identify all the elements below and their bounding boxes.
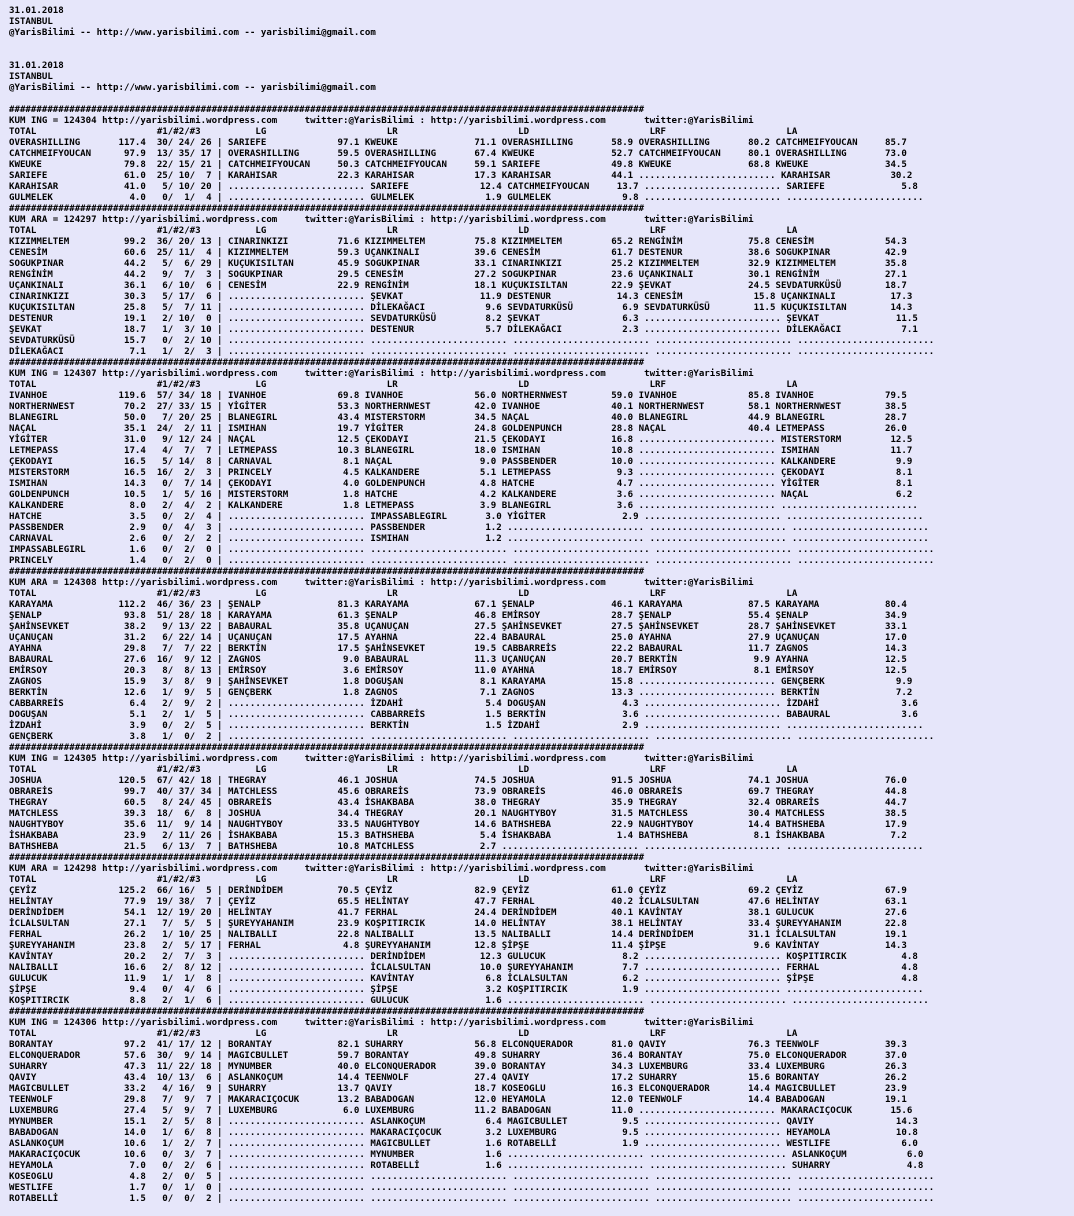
text-line: ŞİPŞE 9.4 0/ 4/ 6 | ......................... ŞİPŞE 3.2 KOŞPITIRCIK 1.9 ......................... ......................... [9,985,924,995]
text-line: DESTENUR 19.1 2/ 10/ 0 | ......................... SEVDATURKÜSÜ 8.2 ŞEVKAT 6.3 ......................... ŞEVKAT 11.5 [9,314,918,324]
text-line: İSHAKBABA 23.9 2/ 11/ 26 | İSHAKBABA 15.3 BATHSHEBA 5.4 İSHAKBABA 1.4 BATHSHEBA 8.1 İSHAKBABA 7.2 [9,831,907,841]
text-line: KOŞPITIRCIK 8.8 2/ 1/ 6 | ......................... GULUCUK 1.6 ......................... ......................... ......................... [9,996,929,1006]
race-header-line: KUM ING = 124307 http://yarisbilimi.wordpress.com twitter:@YarisBilimi : http://yarisbilimi.wordpress.com twitter:@YarisBilimi [9,369,754,379]
separator-line: #################################################################################################################### [9,105,645,115]
text-line: KAVİNTAY 20.2 2/ 7/ 3 | ......................... DERİNDİDEM 12.3 GULUCUK 8.2 ......................... KOŞPITIRCIK 4.8 [9,952,918,962]
text-line: MAKARACIÇOCUK 10.6 0/ 3/ 7 | ......................... MYNUMBER 1.6 ......................... ......................... ASLANKOÇUM 6.0 [9,1150,924,1160]
text-line: SARIEFE 61.0 25/ 10/ 7 | KARAHISAR 22.3 KARAHISAR 17.3 KARAHISAR 44.1 ......................... KARAHISAR 30.2 [9,171,913,181]
text-line: GULMELEK 4.0 0/ 1/ 4 | ......................... GULMELEK 1.9 GULMELEK 9.8 ......................... ......................... [9,193,924,203]
text-line: DİLEKAĞACI 7.1 1/ 2/ 3 | ......................... ......................... ......................... ......................... ......................... [9,347,935,357]
text-line: OVERASHILLING 117.4 30/ 24/ 26 | SARIEFE 97.1 KWEUKE 71.1 OVERASHILLING 58.9 OVERASHILLING 80.2 CATCHMEIFYOUCAN 85.7 [9,138,907,148]
text-line: IVANHOE 119.6 57/ 34/ 18 | IVANHOE 69.8 IVANHOE 56.0 NORTHERNWEST 59.0 IVANHOE 85.8 IVANHOE 79.5 [9,391,907,401]
blank-line [9,50,1074,61]
column-header-line: TOTAL #1/#2/#3 LG LR LD LRF LA [9,589,798,599]
text-line: THEGRAY 60.5 8/ 24/ 45 | OBRAREİS 43.4 İSHAKBABA 38.0 THEGRAY 35.9 THEGRAY 32.4 OBRAREİS 44.7 [9,798,907,808]
separator-line: #################################################################################################################### [9,358,645,368]
column-header-line: TOTAL #1/#2/#3 LG LR LD LRF LA [9,226,798,236]
text-line: LUXEMBURG 27.4 5/ 9/ 7 | LUXEMBURG 6.0 LUXEMBURG 11.2 BABADOGAN 11.0 ......................... MAKARACIÇOCUK 15.6 [9,1106,913,1116]
text-line: MYNUMBER 15.1 2/ 5/ 8 | ......................... ASLANKOÇUM 6.4 MAGICBULLET 9.5 ......................... QAVIY 14.3 [9,1117,918,1127]
text-line: GULUCUK 11.9 1/ 1/ 8 | ......................... KAVİNTAY 6.8 İCLALSULTAN 6.2 ......................... ŞİPŞE 4.8 [9,974,918,984]
text-line: SEVDATURKÜSÜ 15.7 0/ 2/ 10 | ......................... ......................... ......................... ......................... ......................... [9,336,935,346]
race-header-line: KUM ING = 124306 http://yarisbilimi.wordpress.com twitter:@YarisBilimi : http://yarisbilimi.wordpress.com twitter:@YarisBilimi [9,1018,754,1028]
text-line: İZDAHİ 3.9 0/ 2/ 5 | ......................... BERKTİN 1.5 İZDAHİ 2.9 ......................... ......................... [9,721,924,731]
text-line: CINARINKIZI 30.3 5/ 17/ 6 | ......................... ŞEVKAT 11.9 DESTENUR 14.3 CENESİM 15.8 UÇANKINALI 17.3 [9,292,913,302]
text-line: ROTABELLİ 1.5 0/ 0/ 2 | ......................... ......................... ......................... ......................... ......................... [9,1194,935,1204]
text-line: @YarisBilimi -- http://www.yarisbilimi.com -- yarisbilimi@gmail.com [9,83,376,93]
column-header-line: TOTAL #1/#2/#3 LG LR LD LRF LA [9,380,798,390]
text-line: ÇEYİZ 125.2 66/ 16/ 5 | DERİNDİDEM 70.5 ÇEYİZ 82.9 ÇEYİZ 61.0 ÇEYİZ 69.2 ÇEYİZ 67.9 [9,886,907,896]
text-line: GENÇBERK 3.8 1/ 0/ 2 | ......................... ......................... ......................... ......................... ......................... [9,732,935,742]
separator-line: #################################################################################################################### [9,1007,645,1017]
text-line: IMPASSABLEGIRL 1.6 0/ 2/ 0 | ......................... ......................... ......................... ......................... ......................... [9,545,935,555]
text-line: ELCONQUERADOR 57.6 30/ 9/ 14 | MAGICBULLET 59.7 BORANTAY 49.8 SUHARRY 36.4 BORANTAY 75.0 ELCONQUERADOR 37.0 [9,1051,907,1061]
text-line: ŞAHİNSEVKET 38.2 9/ 13/ 22 | BABAURAL 35.8 UÇANUÇAN 27.5 ŞAHİNSEVKET 27.5 ŞAHİNSEVKET 28.7 ŞAHİNSEVKET 33.1 [9,622,907,632]
text-line: MATCHLESS 39.3 18/ 6/ 8 | JOSHUA 34.4 THEGRAY 20.1 NAUGHTYBOY 31.5 MATCHLESS 30.4 MATCHLESS 38.5 [9,809,907,819]
text-line: CATCHMEIFYOUCAN 97.9 13/ 35/ 17 | OVERASHILLING 59.5 OVERASHILLING 67.4 KWEUKE 52.7 CATCHMEIFYOUCAN 80.1 OVERASHILLING 73.0 [9,149,907,159]
text-line: SUHARRY 47.3 11/ 22/ 18 | MYNUMBER 40.0 ELCONQUERADOR 39.0 BORANTAY 34.3 LUXEMBURG 33.4 LUXEMBURG 26.3 [9,1062,907,1072]
separator-line: #################################################################################################################### [9,853,645,863]
text-line: KARAYAMA 112.2 46/ 36/ 23 | ŞENALP 81.3 KARAYAMA 67.1 ŞENALP 46.1 KARAYAMA 87.5 KARAYAMA 80.4 [9,600,907,610]
text-line: NAUGHTYBOY 35.6 11/ 9/ 14 | NAUGHTYBOY 33.5 NAUGHTYBOY 14.6 BATHSHEBA 22.9 NAUGHTYBOY 14.4 BATHSHEBA 17.9 [9,820,907,830]
text-line: 31.01.2018 [9,61,64,71]
text-line: PASSBENDER 2.9 0/ 4/ 3 | ......................... PASSBENDER 1.2 ......................... ......................... ......................... [9,523,929,533]
text-line: BABADOGAN 14.0 1/ 6/ 8 | ......................... MAKARACIÇOCUK 3.2 LUXEMBURG 9.5 ......................... HEYAMOLA 10.8 [9,1128,918,1138]
text-line: JOSHUA 120.5 67/ 42/ 18 | THEGRAY 46.1 JOSHUA 74.5 JOSHUA 91.5 JOSHUA 74.1 JOSHUA 76.0 [9,776,907,786]
text-line: BABAURAL 27.6 16/ 9/ 12 | ZAGNOS 9.0 BABAURAL 11.3 UÇANUÇAN 20.7 BERKTİN 9.9 AYAHNA 12.5 [9,655,907,665]
text-line: TEENWOLF 29.8 7/ 9/ 7 | MAKARACIÇOCUK 13.2 BABADOGAN 12.0 HEYAMOLA 12.0 TEENWOLF 14.4 BABADOGAN 19.1 [9,1095,907,1105]
text-line: İCLALSULTAN 27.1 7/ 5/ 5 | ŞUREYYAHANIM 23.9 KOŞPITIRCIK 14.0 HELİNTAY 38.1 HELİNTAY 33.4 ŞUREYYAHANIM 22.8 [9,919,907,929]
text-line: KOSEOGLU 4.8 2/ 0/ 5 | ......................... ......................... ......................... ......................... ......................... [9,1172,935,1182]
column-header-line: TOTAL #1/#2/#3 LG LR LD LRF LA [9,765,798,775]
text-line: ŞENALP 93.8 51/ 28/ 18 | KARAYAMA 61.3 ŞENALP 46.8 EMİRSOY 28.7 ŞENALP 55.4 ŞENALP 34.9 [9,611,907,621]
text-line: BLANEGIRL 50.0 7/ 20/ 25 | BLANEGIRL 43.4 MISTERSTORM 34.5 NAÇAL 40.0 BLANEGIRL 44.9 BLANEGIRL 28.7 [9,413,907,423]
text-line: ISTANBUL [9,72,53,82]
text-line: ÇEKODAYI 16.5 5/ 14/ 8 | CARNAVAL 8.1 NAÇAL 9.0 PASSBENDER 10.0 ......................... KALKANDERE 9.9 [9,457,913,467]
text-line: YİGİTER 31.0 9/ 12/ 24 | NAÇAL 12.5 ÇEKODAYI 21.5 ÇEKODAYI 16.8 ......................... MISTERSTORM 12.5 [9,435,913,445]
text-line: FERHAL 26.2 1/ 10/ 25 | NALIBALLI 22.8 NALIBALLI 13.5 NALIBALLI 14.4 DERİNDİDEM 31.1 İCLALSULTAN 19.1 [9,930,907,940]
text-line: AYAHNA 29.8 7/ 7/ 22 | BERKTİN 17.5 ŞAHİNSEVKET 19.5 CABBARREİS 22.2 BABAURAL 11.7 ZAGNOS 14.3 [9,644,907,654]
column-header-line: TOTAL #1/#2/#3 LG LR LD LRF LA [9,127,798,137]
text-line: ŞUREYYAHANIM 23.8 2/ 5/ 17 | FERHAL 4.8 ŞUREYYAHANIM 12.8 ŞİPŞE 11.4 ŞİPŞE 9.6 KAVİNTAY 14.3 [9,941,907,951]
text-line: ISMIHAN 14.3 0/ 7/ 14 | ÇEKODAYI 4.0 GOLDENPUNCH 4.8 HATCHE 4.7 ......................... YİGİTER 8.1 [9,479,913,489]
text-line: BERKTİN 12.6 1/ 9/ 5 | GENÇBERK 1.8 ZAGNOS 7.1 ZAGNOS 13.3 ......................... BERKTİN 7.2 [9,688,913,698]
separator-line: #################################################################################################################### [9,567,645,577]
text-line: DERİNDİDEM 54.1 12/ 19/ 20 | HELİNTAY 41.7 FERHAL 24.4 DERİNDİDEM 40.1 KAVİNTAY 38.1 GULUCUK 27.6 [9,908,907,918]
text-line: ŞEVKAT 18.7 1/ 3/ 10 | ......................... DESTENUR 5.7 DİLEKAĞACI 2.3 ......................... DİLEKAĞACI 7.1 [9,325,918,335]
text-line: ZAGNOS 15.9 3/ 8/ 9 | ŞAHİNSEVKET 1.8 DOGUŞAN 8.1 KARAYAMA 15.8 ......................... GENÇBERK 9.9 [9,677,913,687]
separator-line: #################################################################################################################### [9,204,645,214]
text-line: @YarisBilimi -- http://www.yarisbilimi.com -- yarisbilimi@gmail.com [9,28,376,38]
text-line: PRINCELY 1.4 0/ 2/ 0 | ......................... ......................... ......................... ......................... ......................... [9,556,935,566]
text-line: UÇANKINALI 36.1 6/ 10/ 6 | CENESİM 22.9 RENGİNİM 18.1 KUÇUKISILTAN 22.9 ŞEVKAT 24.5 SEVDATURKÜSÜ 18.7 [9,281,907,291]
column-header-line: TOTAL #1/#2/#3 LG LR LD LRF LA [9,1029,798,1039]
separator-line: #################################################################################################################### [9,743,645,753]
text-line: ISTANBUL [9,17,53,27]
text-line: NORTHERNWEST 70.2 27/ 33/ 15 | YİGİTER 53.3 NORTHERNWEST 42.0 IVANHOE 40.1 NORTHERNWEST 58.1 NORTHERNWEST 38.5 [9,402,907,412]
text-line: 31.01.2018 [9,6,64,16]
column-header-line: TOTAL #1/#2/#3 LG LR LD LRF LA [9,875,798,885]
text-line: HELİNTAY 77.9 19/ 38/ 7 | ÇEYİZ 65.5 HELİNTAY 47.7 FERHAL 40.2 İCLALSULTAN 47.6 HELİNTAY 63.1 [9,897,907,907]
text-line: MISTERSTORM 16.5 16/ 2/ 3 | PRINCELY 4.5 KALKANDERE 5.1 LETMEPASS 9.3 ......................... ÇEKODAYI 8.1 [9,468,913,478]
race-header-line: KUM ARA = 124297 http://yarisbilimi.wordpress.com twitter:@YarisBilimi : http://yarisbilimi.wordpress.com twitter:@YarisBilimi [9,215,754,225]
text-line: KWEUKE 79.8 22/ 15/ 21 | CATCHMEIFYOUCAN 50.3 CATCHMEIFYOUCAN 59.1 SARIEFE 49.8 KWEUKE 68.8 KWEUKE 34.5 [9,160,907,170]
text-line: ASLANKOÇUM 10.6 1/ 2/ 7 | ......................... MAGICBULLET 1.6 ROTABELLİ 1.9 ......................... WESTLIFE 6.0 [9,1139,918,1149]
text-line: DOGUŞAN 5.1 2/ 1/ 5 | ......................... CABBARREİS 1.5 BERKTİN 3.6 ......................... BABAURAL 3.6 [9,710,918,720]
blank-line [9,39,1074,50]
text-line: UÇANUÇAN 31.2 6/ 22/ 14 | UÇANUÇAN 17.5 AYAHNA 22.4 BABAURAL 25.0 AYAHNA 27.9 UÇANUÇAN 17.0 [9,633,907,643]
text-line: HEYAMOLA 7.0 0/ 2/ 6 | ......................... ROTABELLİ 1.6 ......................... ......................... SUHARRY 4.8 [9,1161,924,1171]
text-line: CARNAVAL 2.6 0/ 2/ 2 | ......................... ISMIHAN 1.2 ......................... ......................... ......................... [9,534,929,544]
text-line: KALKANDERE 8.0 2/ 4/ 2 | KALKANDERE 1.8 LETMEPASS 3.9 BLANEGIRL 3.6 ......................... ......................... [9,501,918,511]
text-line: KIZIMMELTEM 99.2 36/ 20/ 13 | CINARINKIZI 71.6 KIZIMMELTEM 75.8 KIZIMMELTEM 65.2 RENGİNİM 75.8 CENESİM 54.3 [9,237,907,247]
text-line: WESTLIFE 1.7 0/ 1/ 0 | ......................... ......................... ......................... ......................... ......................... [9,1183,935,1193]
text-line: BATHSHEBA 21.5 6/ 13/ 7 | BATHSHEBA 10.8 MATCHLESS 2.7 ......................... ......................... ......................... [9,842,924,852]
text-line: KUÇUKISILTAN 25.8 5/ 7/ 11 | ......................... DİLEKAĞACI 9.6 SEVDATURKÜSÜ 6.9 SEVDATURKÜSÜ 11.5 KUÇUKISILTAN 14.3 [9,303,913,313]
race-header-line: KUM ING = 124305 http://yarisbilimi.wordpress.com twitter:@YarisBilimi : http://yarisbilimi.wordpress.com twitter:@YarisBilimi [9,754,754,764]
text-line: LETMEPASS 17.4 4/ 7/ 7 | LETMEPASS 10.3 BLANEGIRL 18.0 ISMIHAN 10.8 ......................... ISMIHAN 11.7 [9,446,913,456]
text-line: QAVIY 43.4 10/ 13/ 6 | ASLANKOÇUM 14.4 TEENWOLF 27.4 QAVIY 17.2 SUHARRY 15.6 BORANTAY 26.2 [9,1073,907,1083]
race-header-line: KUM ARA = 124298 http://yarisbilimi.wordpress.com twitter:@YarisBilimi : http://yarisbilimi.wordpress.com twitter:@YarisBilimi [9,864,754,874]
text-line: CENESİM 60.6 25/ 11/ 4 | KIZIMMELTEM 59.3 UÇANKINALI 39.6 CENESİM 61.7 DESTENUR 38.6 SOGUKPINAR 42.9 [9,248,907,258]
text-line: HATCHE 3.5 0/ 2/ 4 | ......................... IMPASSABLEGIRL 3.0 YİGİTER 2.9 ......................... ......................... [9,512,924,522]
text-line: BORANTAY 97.2 41/ 17/ 12 | BORANTAY 82.1 SUHARRY 56.8 ELCONQUERADOR 81.0 QAVIY 76.3 TEENWOLF 39.3 [9,1040,907,1050]
text-line: CABBARREİS 6.4 2/ 9/ 2 | ......................... İZDAHİ 5.4 DOGUŞAN 4.3 ......................... İZDAHİ 3.6 [9,699,918,709]
text-line: OBRAREİS 99.7 40/ 37/ 34 | MATCHLESS 45.6 OBRAREİS 73.9 OBRAREİS 46.0 OBRAREİS 69.7 THEGRAY 44.8 [9,787,907,797]
text-line: EMİRSOY 20.3 8/ 8/ 13 | EMİRSOY 3.6 EMİRSOY 11.0 AYAHNA 18.7 EMİRSOY 8.1 EMİRSOY 12.5 [9,666,907,676]
text-line: MAGICBULLET 33.2 4/ 16/ 9 | SUHARRY 13.7 QAVIY 18.7 KOSEOGLU 16.3 ELCONQUERADOR 14.4 MAGICBULLET 23.9 [9,1084,907,1094]
race-header-line: KUM ING = 124304 http://yarisbilimi.wordpress.com twitter:@YarisBilimi : http://yarisbilimi.wordpress.com twitter:@YarisBilimi [9,116,754,126]
race-header-line: KUM ARA = 124308 http://yarisbilimi.wordpress.com twitter:@YarisBilimi : http://yarisbilimi.wordpress.com twitter:@YarisBilimi [9,578,754,588]
text-line: NALIBALLI 16.6 2/ 8/ 12 | ......................... İCLALSULTAN 10.0 ŞUREYYAHANIM 7.7 ......................... FERHAL 4.8 [9,963,918,973]
text-line: KARAHISAR 41.0 5/ 10/ 20 | ......................... SARIEFE 12.4 CATCHMEIFYOUCAN 13.7 ......................... SARIEFE 5.8 [9,182,918,192]
text-line: SOGUKPINAR 44.2 5/ 6/ 29 | KUÇUKISILTAN 45.9 SOGUKPINAR 33.1 CINARINKIZI 25.2 KIZIMMELTEM 32.9 KIZIMMELTEM 35.8 [9,259,907,269]
text-line: RENGİNİM 44.2 9/ 7/ 3 | SOGUKPINAR 29.5 CENESİM 27.2 SOGUKPINAR 23.6 UÇANKINALI 30.1 RENGİNİM 27.1 [9,270,907,280]
text-line: NAÇAL 35.1 24/ 2/ 11 | ISMIHAN 19.7 YİGİTER 24.8 GOLDENPUNCH 28.8 NAÇAL 40.4 LETMEPASS 26.0 [9,424,907,434]
text-line: GOLDENPUNCH 10.5 1/ 5/ 16 | MISTERSTORM 1.8 HATCHE 4.2 KALKANDERE 3.6 ......................... NAÇAL 6.2 [9,490,913,500]
blank-line [9,94,1074,105]
